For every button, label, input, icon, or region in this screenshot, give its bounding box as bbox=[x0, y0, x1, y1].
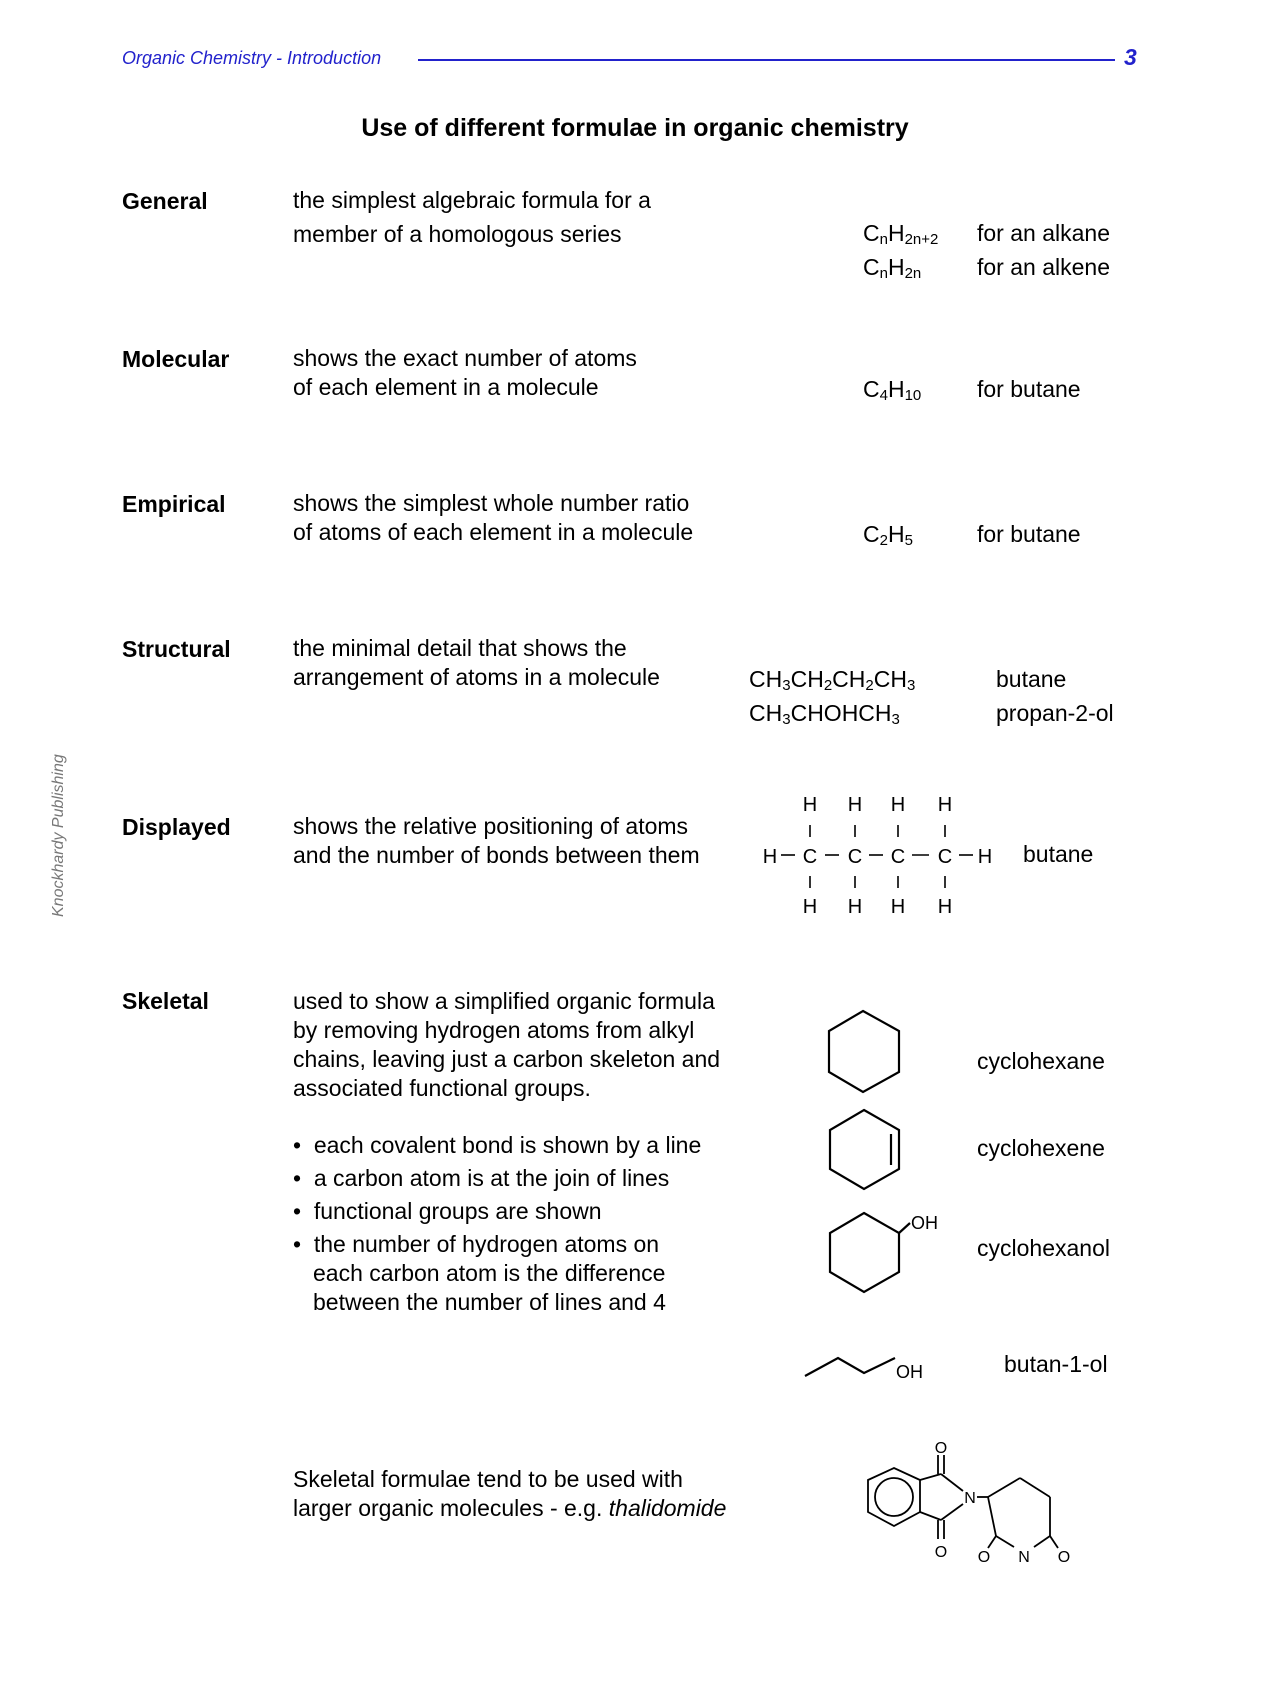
atom-o: O bbox=[1057, 1549, 1071, 1566]
empirical-note: for butane bbox=[977, 521, 1081, 547]
butane-displayed-formula bbox=[755, 785, 1005, 925]
molecular-label: Molecular bbox=[122, 346, 230, 372]
page-number: 3 bbox=[1124, 44, 1137, 70]
atom-h: H bbox=[847, 896, 863, 918]
header-rule bbox=[418, 59, 1115, 61]
side-label: Knockhardy Publishing bbox=[50, 754, 67, 917]
displayed-desc-2: and the number of bonds between them bbox=[293, 842, 700, 868]
bullet-2: • a carbon atom is at the join of lines bbox=[293, 1165, 670, 1191]
bullet-3: • functional groups are shown bbox=[293, 1198, 602, 1224]
skeletal-desc-1: used to show a simplified organic formula bbox=[293, 988, 715, 1014]
atom-n: N bbox=[964, 1490, 976, 1507]
cyclohexanol-structure bbox=[830, 1213, 910, 1292]
butanol-structure bbox=[800, 1340, 950, 1385]
skeletal-desc-2: by removing hydrogen atoms from alkyl bbox=[293, 1017, 695, 1043]
atom-c: C bbox=[802, 846, 818, 868]
structural-desc-1: the minimal detail that shows the bbox=[293, 635, 627, 661]
empirical-desc-2: of atoms of each element in a molecule bbox=[293, 519, 694, 545]
bullet-4-cont-2: between the number of lines and 4 bbox=[313, 1289, 666, 1315]
bullet-text: a carbon atom is at the join of lines bbox=[313, 1165, 670, 1191]
molecular-formula: $C_4H_{10}$ bbox=[863, 376, 922, 404]
atom-o: O bbox=[934, 1440, 948, 1457]
bullet-4: • the number of hydrogen atoms on bbox=[293, 1231, 660, 1257]
propanol-name: propan-2-ol bbox=[996, 700, 1114, 726]
general-desc-2: member of a homologous series bbox=[293, 221, 622, 247]
note-text: larger organic molecules - e.g. bbox=[293, 1495, 609, 1521]
general-desc-1: the simplest algebraic formula for a bbox=[293, 187, 651, 213]
atom-h: H bbox=[977, 846, 993, 868]
atom-c: C bbox=[847, 846, 863, 868]
empirical-desc-1: shows the simplest whole number ratio bbox=[293, 490, 690, 516]
butane-structural-formula: $CH_3CH_2CH_2CH_3$ bbox=[749, 666, 916, 694]
atom-h: H bbox=[802, 794, 818, 816]
atom-h: H bbox=[847, 794, 863, 816]
alkane-formula: $C_nH_{2n+2}$ bbox=[863, 220, 939, 248]
atom-n: N bbox=[1018, 1549, 1030, 1566]
atom-o: O bbox=[934, 1544, 948, 1561]
bullet-text: each covalent bond is shown by a line bbox=[313, 1132, 702, 1158]
skeletal-note-1: Skeletal formulae tend to be used with bbox=[293, 1466, 683, 1492]
cyclohexane-label: cyclohexane bbox=[977, 1048, 1105, 1074]
skeletal-label: Skeletal bbox=[122, 988, 209, 1014]
atom-h: H bbox=[762, 846, 778, 868]
thalidomide-structure bbox=[840, 1440, 1090, 1600]
bullet-text: the number of hydrogen atoms on bbox=[313, 1231, 660, 1257]
alkane-note: for an alkane bbox=[977, 220, 1110, 246]
empirical-label: Empirical bbox=[122, 491, 226, 517]
cyclohexanol-label: cyclohexanol bbox=[977, 1235, 1110, 1261]
butane-name: butane bbox=[996, 666, 1067, 692]
atom-h: H bbox=[937, 794, 953, 816]
atom-c: C bbox=[937, 846, 953, 868]
skeletal-ring-structures bbox=[820, 1005, 938, 1315]
alkene-note: for an alkene bbox=[977, 254, 1110, 280]
skeletal-note-2 bbox=[293, 1494, 726, 1523]
bullet-text: functional groups are shown bbox=[313, 1198, 602, 1224]
atom-h: H bbox=[890, 794, 906, 816]
skeletal-desc-4: associated functional groups. bbox=[293, 1075, 591, 1101]
atom-h: H bbox=[937, 896, 953, 918]
page-title: Use of different formulae in organic chemistry bbox=[361, 114, 909, 142]
molecular-desc-2: of each element in a molecule bbox=[293, 374, 599, 400]
general-label: General bbox=[122, 188, 208, 214]
cyclohexene-label: cyclohexene bbox=[977, 1135, 1105, 1161]
propanol-structural-formula: $CH_3CHOHCH_3$ bbox=[749, 700, 900, 728]
atom-o: O bbox=[977, 1549, 991, 1566]
butanol-label: butan-1-ol bbox=[1004, 1351, 1108, 1377]
header-title: Organic Chemistry - Introduction bbox=[122, 48, 382, 68]
oh-label: OH bbox=[911, 1213, 938, 1233]
atom-h: H bbox=[802, 896, 818, 918]
alkene-formula: $C_nH_{2n}$ bbox=[863, 254, 922, 282]
structural-label: Structural bbox=[122, 636, 231, 662]
molecular-desc-1: shows the exact number of atoms bbox=[293, 345, 637, 371]
atom-h: H bbox=[890, 896, 906, 918]
molecular-note: for butane bbox=[977, 376, 1081, 402]
displayed-name: butane bbox=[1023, 841, 1094, 867]
bullet-1: • each covalent bond is shown by a line bbox=[293, 1132, 702, 1158]
empirical-formula: $C_2H_5$ bbox=[863, 521, 913, 549]
displayed-label: Displayed bbox=[122, 814, 231, 840]
cyclohexane-structure bbox=[829, 1011, 899, 1092]
cyclohexene-structure bbox=[830, 1110, 899, 1189]
displayed-desc-1: shows the relative positioning of atoms bbox=[293, 813, 689, 839]
skeletal-desc-3: chains, leaving just a carbon skeleton and bbox=[293, 1046, 721, 1072]
oh-label: OH bbox=[896, 1362, 923, 1382]
atom-c: C bbox=[890, 846, 906, 868]
thalidomide-text: thalidomide bbox=[608, 1495, 727, 1521]
bullet-4-cont-1: each carbon atom is the difference bbox=[313, 1260, 666, 1286]
structural-desc-2: arrangement of atoms in a molecule bbox=[293, 664, 660, 690]
